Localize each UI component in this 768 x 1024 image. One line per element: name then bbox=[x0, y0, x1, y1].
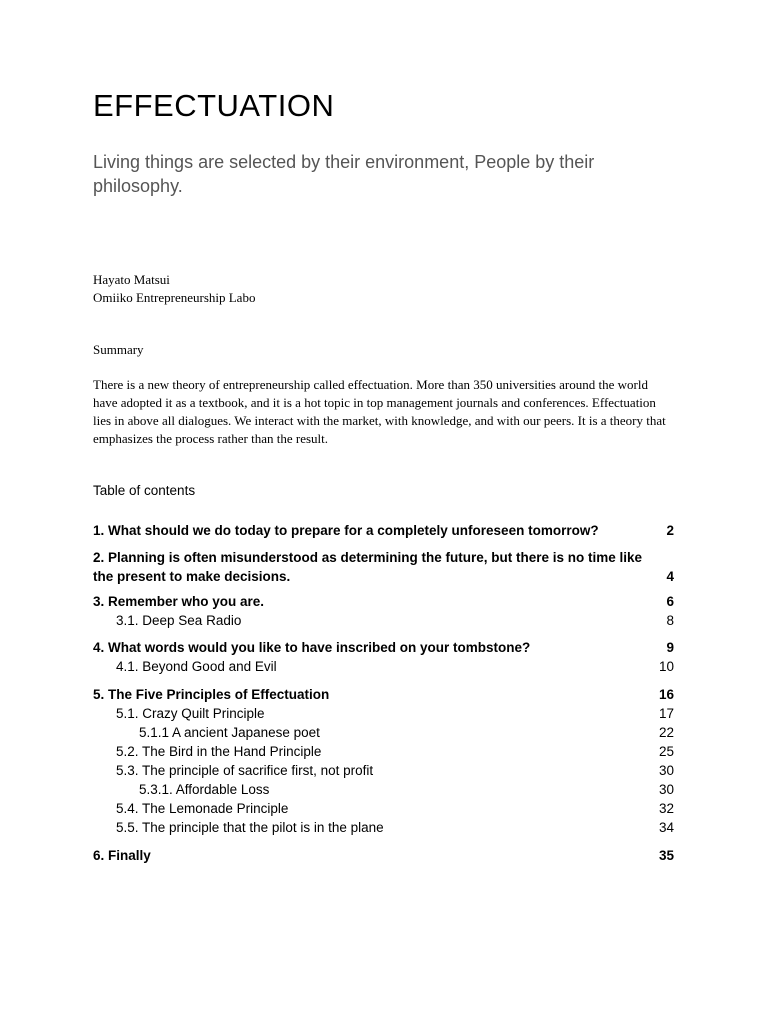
toc-entry-page: 30 bbox=[658, 782, 674, 797]
toc-entry-title: 5.4. The Lemonade Principle bbox=[116, 801, 289, 816]
toc-entry-page: 22 bbox=[658, 725, 674, 740]
document-subtitle: Living things are selected by their environment, People by their philosophy. bbox=[93, 152, 595, 196]
toc-entry-page: 30 bbox=[658, 763, 674, 778]
toc-entry-page: 25 bbox=[658, 744, 674, 759]
toc-entry[interactable] bbox=[93, 799, 674, 818]
toc-entry-title: 5.5. The principle that the pilot is in the plane bbox=[116, 820, 384, 835]
toc-entry-page: 35 bbox=[658, 848, 674, 863]
toc-entry[interactable] bbox=[93, 846, 674, 865]
toc-entry[interactable] bbox=[93, 818, 674, 837]
toc-entry-title: 3.1. Deep Sea Radio bbox=[116, 613, 242, 628]
toc-entry-title: 4.1. Beyond Good and Evil bbox=[116, 659, 277, 674]
toc-entry-page: 6 bbox=[666, 594, 674, 609]
author-block bbox=[93, 271, 255, 307]
toc-entry-title: 6. Finally bbox=[93, 848, 151, 863]
toc-entry-page: 2 bbox=[666, 523, 674, 538]
toc-entry[interactable] bbox=[93, 521, 674, 540]
toc-entry[interactable] bbox=[93, 548, 674, 586]
author-affiliation: Omiiko Entrepreneurship Labo bbox=[93, 290, 256, 305]
toc-entry-title: 5. The Five Principles of Effectuation bbox=[93, 687, 330, 702]
toc-entry-page: 17 bbox=[658, 706, 674, 721]
toc-entry-page: 4 bbox=[666, 569, 674, 584]
toc-entry[interactable] bbox=[93, 761, 674, 780]
toc-entry-title: 2. Planning is often misunderstood as determining the future, but there is no time like the present to make decisions. bbox=[93, 550, 643, 584]
toc-entry-page: 8 bbox=[666, 613, 674, 628]
toc-entry[interactable] bbox=[93, 657, 674, 676]
toc-entry[interactable] bbox=[93, 611, 674, 630]
toc-entry[interactable] bbox=[93, 638, 674, 657]
toc-entry-page: 34 bbox=[658, 820, 674, 835]
document-title: EFFECTUATION bbox=[93, 88, 335, 123]
summary-body: There is a new theory of entrepreneurship called effectuation. More than 350 universities around the world have adopted it as a textbook, and it is a hot topic in top management journals and conferences. Effectuation lies in above all dialogues. We interact with the market, with knowledge, and with our peers. It is a theory that emphasizes the process rather than the result. bbox=[93, 377, 666, 446]
toc-entry[interactable] bbox=[93, 685, 674, 704]
toc-entry-title: 3. Remember who you are. bbox=[93, 594, 265, 609]
toc-entry[interactable] bbox=[93, 723, 674, 742]
toc-entry-title: 5.3.1. Affordable Loss bbox=[139, 782, 270, 797]
toc-entry[interactable] bbox=[93, 742, 674, 761]
toc-entry-title: 4. What words would you like to have inscribed on your tombstone? bbox=[93, 640, 531, 655]
toc-entry[interactable] bbox=[93, 592, 674, 611]
toc-heading: Table of contents bbox=[93, 483, 196, 498]
summary-heading: Summary bbox=[93, 342, 144, 357]
toc-entry-page: 16 bbox=[658, 687, 674, 702]
author-name: Hayato Matsui bbox=[93, 272, 170, 287]
toc-entry-page: 10 bbox=[658, 659, 674, 674]
toc-entry-title: 1. What should we do today to prepare for a completely unforeseen tomorrow? bbox=[93, 523, 599, 538]
toc-entry-title: 5.3. The principle of sacrifice first, not profit bbox=[116, 763, 374, 778]
toc-entry-title: 5.1. Crazy Quilt Principle bbox=[116, 706, 265, 721]
toc-entry-title: 5.1.1 A ancient Japanese poet bbox=[139, 725, 320, 740]
toc-entry[interactable] bbox=[93, 780, 674, 799]
toc-entry-title: 5.2. The Bird in the Hand Principle bbox=[116, 744, 322, 759]
toc-entry-page: 32 bbox=[658, 801, 674, 816]
toc-entry-page: 9 bbox=[666, 640, 674, 655]
toc-entry[interactable] bbox=[93, 704, 674, 723]
